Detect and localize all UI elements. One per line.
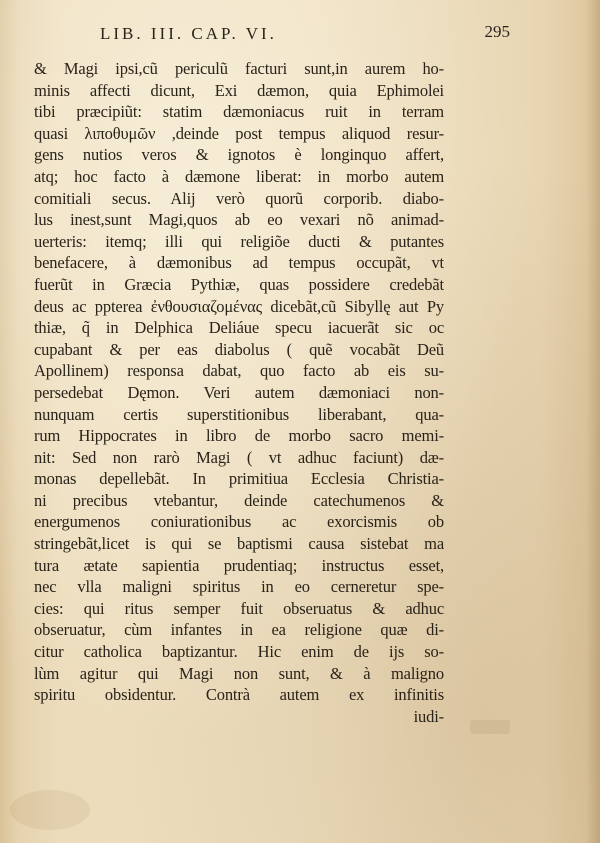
text-line: rum Hippocrates in libro de morbo sacro memi- xyxy=(34,426,444,446)
text-line: thiæ, q̃ in Delphica Deliáue specu iacuerãt sic oc xyxy=(34,318,444,338)
text-line: nit: Sed non rarò Magi ( vt adhuc faciunt) dæ- xyxy=(34,447,444,467)
running-head-title: LIB. III. CAP. VI. xyxy=(100,24,277,43)
text-line: gens nutios veros & ignotos è longinquo affert, xyxy=(34,145,444,165)
text-line: nunquam certis superstitionibus liberabant, qua- xyxy=(34,404,444,424)
text-line: cupabant & per eas diabolus ( quẽ vocabãt Deũ xyxy=(34,339,444,359)
text-line: & Magi ipsi,cũ periculũ facturi sunt,in aurem ho- xyxy=(34,59,444,78)
text-line: spiritu obsidentur. Contrà autem ex infinitis xyxy=(34,685,444,705)
paper-stain xyxy=(10,790,90,830)
text-line: obseruatur, cùm infantes in ea religione quæ di- xyxy=(34,620,444,640)
text-line: stringebãt,licet is qui se baptismi causa sistebat ma xyxy=(34,534,444,554)
text-line: citur catholica baptizantur. Hic enim de ijs so- xyxy=(34,642,444,662)
text-line: uerteris: itemq; illi qui religiõe ducti & putantes xyxy=(34,231,444,251)
bleed-through-mark xyxy=(470,720,510,734)
text-line: fuerũt in Græcia Pythiæ, quas possidere credebãt xyxy=(34,274,444,294)
text-line: quasi λιποθυμῶν ,deinde post tempus aliquod resur- xyxy=(34,123,444,143)
body-text xyxy=(34,58,444,727)
text-line: tura ætate sapientia prudentiaq; instructus esset, xyxy=(34,555,444,575)
text-line: persedebat Dęmon. Veri autem dæmoniaci non- xyxy=(34,382,444,402)
text-line: lus inest,sunt Magi,quos ab eo vexari nõ animad- xyxy=(34,210,444,230)
text-line: minis affecti dicunt, Exi dæmon, quia Ephimolei xyxy=(34,80,444,100)
running-head xyxy=(100,24,510,46)
text-line: Apollinem) responsa dabat, quo facto ab eis su- xyxy=(34,361,444,381)
text-line: atq; hoc facto à dæmone liberat: in morbo autem xyxy=(34,166,444,186)
text-line: ni precibus vtebantur, deinde catechumenos & xyxy=(34,490,444,510)
text-line: benefacere, à dæmonibus ad tempus occupãt, vt xyxy=(34,253,444,273)
folio-number: 295 xyxy=(484,22,510,41)
text-line: energumenos coniurationibus ac exorcismis ob xyxy=(34,512,444,532)
text-line: cies: qui ritus semper fuit obseruatus & adhuc xyxy=(34,598,444,618)
text-line: lùm agitur qui Magi non sunt, & à maligno xyxy=(34,663,444,683)
catchword: iudi- xyxy=(413,706,444,726)
text-line: monas depellebãt. In primitiua Ecclesia Christia- xyxy=(34,469,444,489)
text-line: comitiali secus. Alij verò quorũ corporib. diabo- xyxy=(34,188,444,208)
text-line: nec vlla maligni spiritus in eo cerneretur spe- xyxy=(34,577,444,597)
text-line: deus ac ppterea ἐνθουσιαζομένας dicebãt,cũ Sibyllę aut Py xyxy=(34,296,444,316)
text-line: tibi præcipiũt: statim dæmoniacus ruit in terram xyxy=(34,102,444,122)
